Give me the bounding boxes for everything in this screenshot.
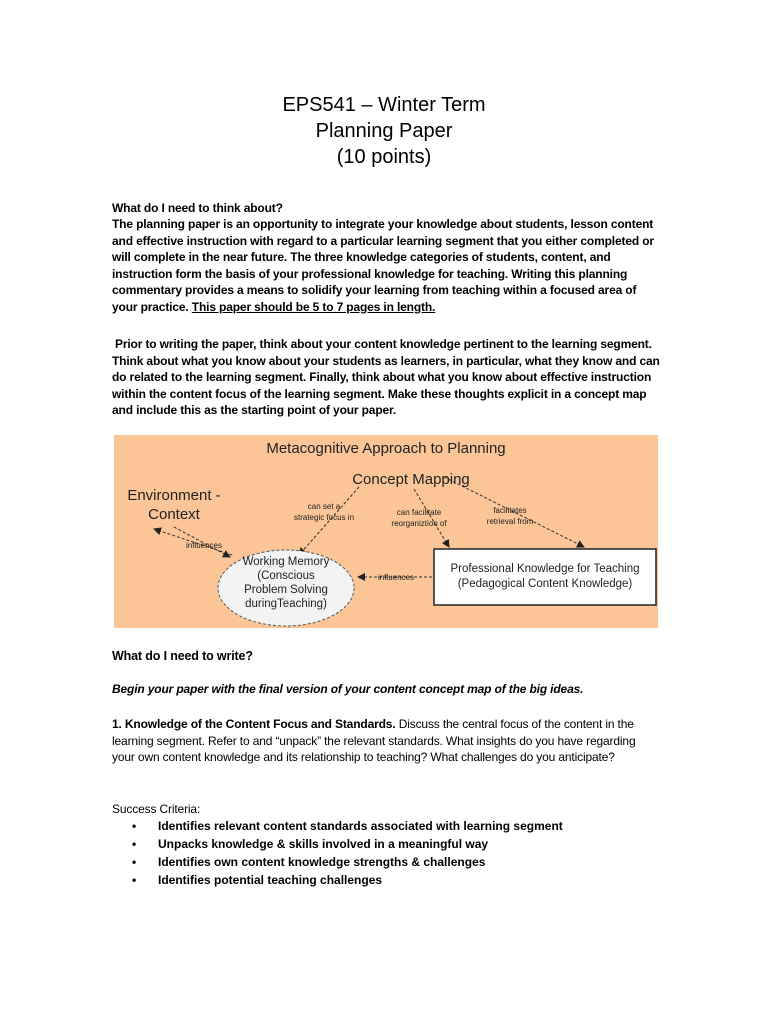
label-retrieval-2: retrieval from [486, 517, 534, 526]
heading-think: What do I need to think about? [112, 201, 283, 215]
wm-line-1: Working Memory [242, 556, 330, 568]
wm-line-4: duringTeaching) [245, 598, 327, 610]
bullet-icon: • [132, 855, 137, 869]
label-reorg-2: reorganiztion of [391, 519, 447, 528]
criteria-text: Identifies own content knowledge strengths & challenges [158, 855, 486, 869]
label-influences-left: influences [185, 541, 223, 550]
title-line-paper: Planning Paper [315, 120, 453, 142]
title-line-points: (10 points) [336, 146, 432, 168]
criteria-text: Identifies potential teaching challenges [158, 873, 383, 887]
intro-text: The planning paper is an opportunity to integrate your knowledge about students, lesson content and effective instruction with regard to a particular learning segment that you either completed or will complete in the near future. The three knowledge categories of students, content, and instruction form the basis of your professional knowledge for teaching. Writing this planning commentary provides a means to solidify your learning from teaching within a focused area of your practice. [112, 217, 654, 314]
item1-text: Discuss the central focus of the content in the learning segment. Refer to and “unpack” the relevant standards. What insights do you have regarding your own content knowledge and its relationship to teaching? What challenges do you anticipate? [112, 717, 636, 764]
wm-line-2: (Conscious [257, 570, 315, 582]
wm-line-3: Problem Solving [244, 584, 328, 596]
instruction-line: Begin your paper with the final version of your content concept map of the big ideas. [112, 682, 584, 696]
concept-mapping-label: Concept Mapping [352, 471, 470, 488]
section-1 [112, 716, 660, 766]
pk-line-1: Professional Knowledge for Teaching [450, 563, 640, 575]
professional-knowledge-node [434, 549, 656, 605]
environment-label-1: Environment - [127, 487, 221, 504]
label-retrieval-1: facilitates [493, 506, 527, 515]
list-item [132, 835, 652, 853]
list-item [132, 817, 652, 835]
bullet-icon: • [132, 819, 137, 833]
label-set-focus-2: strategic focus in [293, 513, 355, 522]
label-reorg-1: can facilitate [396, 508, 442, 517]
title-line-course: EPS541 – Winter Term [282, 94, 486, 116]
item1-number: 1. [112, 717, 122, 731]
pk-line-2: (Pedagogical Content Knowledge) [457, 578, 633, 590]
success-criteria-label: Success Criteria: [112, 802, 201, 816]
label-set-focus-1: can set a [307, 502, 341, 511]
label-influences-mid: influences [377, 573, 415, 582]
concept-diagram [114, 435, 658, 628]
environment-label-2: Context [148, 506, 200, 523]
diagram-title: Metacognitive Approach to Planning [266, 440, 506, 457]
bullet-icon: • [132, 837, 137, 851]
paragraph-prior [112, 336, 660, 419]
bullet-icon: • [132, 873, 137, 887]
paragraph-intro [112, 216, 660, 315]
criteria-text: Identifies relevant content standards associated with learning segment [158, 819, 563, 833]
list-item [132, 871, 652, 889]
heading-write: What do I need to write? [112, 649, 253, 663]
concept-diagram-svg [114, 435, 658, 628]
document-title [0, 92, 768, 170]
length-requirement: This paper should be 5 to 7 pages in length. [191, 299, 436, 314]
prior-text: Prior to writing the paper, think about your content knowledge pertinent to the learning segment. Think about what you know about your students as learners, in particular, what they know and can do related to the learning segment. Finally, think about what you know about effective instruction within the content focus of the learning segment. Make these thoughts explicit in a concept map and include this as the starting point of your paper. [112, 337, 660, 417]
criteria-list [132, 817, 652, 889]
criteria-text: Unpacks knowledge & skills involved in a meaningful way [158, 837, 489, 851]
item1-heading: Knowledge of the Content Focus and Standards. [124, 717, 396, 731]
list-item [132, 853, 652, 871]
